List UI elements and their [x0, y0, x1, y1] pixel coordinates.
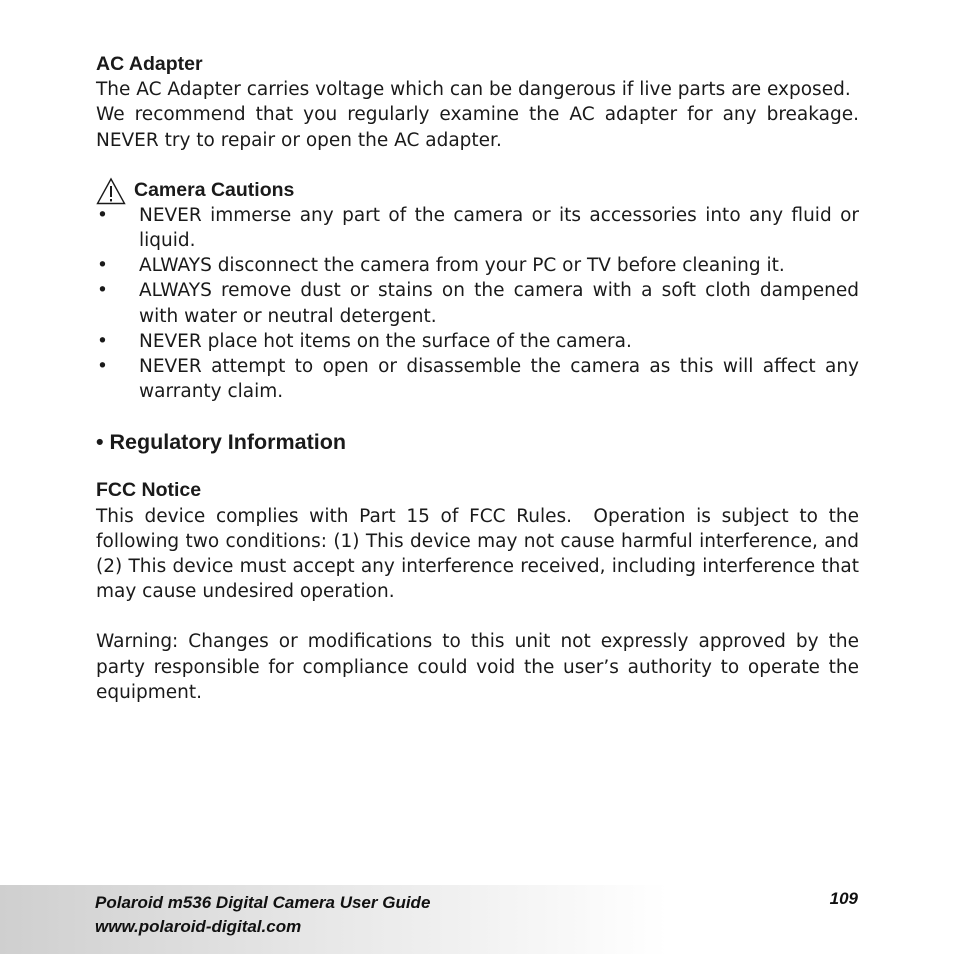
bullet: • [97, 204, 108, 226]
ac-adapter-heading: AC Adapter [96, 53, 203, 75]
list-item-text: ALWAYS remove dust or stains on the camera with a soft cloth dampened with water or neutral detergent. [139, 280, 859, 327]
list-item [96, 253, 859, 278]
camera-cautions-header [96, 178, 859, 203]
footer-guide-title: Polaroid m536 Digital Camera User Guide [95, 893, 431, 912]
page-number: 109 [829, 889, 858, 908]
footer-website-url: www.polaroid-digital.com [95, 917, 302, 936]
fcc-notice-paragraph: This device complies with Part 15 of FCC Rules. Operation is subject to the following two conditions: (1) This device may not cause harmful interference, and (2) This device must accept any interference received, including interference that may cause undesired operation. [96, 505, 865, 603]
warning-triangle-icon [96, 177, 126, 205]
page-footer [0, 885, 954, 954]
bullet: • [97, 330, 108, 352]
fcc-warning-paragraph: Warning: Changes or modifications to this unit not expressly approved by the party responsible for compliance could void the user’s authority to operate the equipment. [96, 631, 859, 703]
ac-adapter-paragraph-1: The AC Adapter carries voltage which can be dangerous if live parts are exposed. [96, 79, 851, 101]
list-item-text: NEVER attempt to open or disassemble the camera as this will affect any warranty claim. [139, 356, 859, 403]
ac-adapter-paragraph-2: We recommend that you regularly examine the AC adapter for any breakage. NEVER try to repair or open the AC adapter. [96, 104, 859, 151]
list-item-text: ALWAYS disconnect the camera from your PC or TV before cleaning it. [139, 255, 785, 277]
camera-cautions-list [96, 203, 859, 405]
bullet: • [97, 356, 108, 378]
list-item-text: NEVER immerse any part of the camera or its accessories into any fluid or liquid. [139, 204, 859, 252]
bullet: • [97, 255, 108, 277]
list-item [96, 278, 859, 328]
list-item [96, 329, 859, 354]
list-item [96, 203, 859, 253]
list-item [96, 354, 859, 404]
page-content [96, 52, 865, 705]
bullet: • [97, 280, 108, 302]
list-item-text: NEVER place hot items on the surface of the camera. [139, 330, 632, 352]
camera-cautions-heading: Camera Cautions [134, 178, 295, 201]
regulatory-information-title: • Regulatory Information [96, 430, 347, 455]
fcc-notice-heading: FCC Notice [96, 479, 202, 502]
